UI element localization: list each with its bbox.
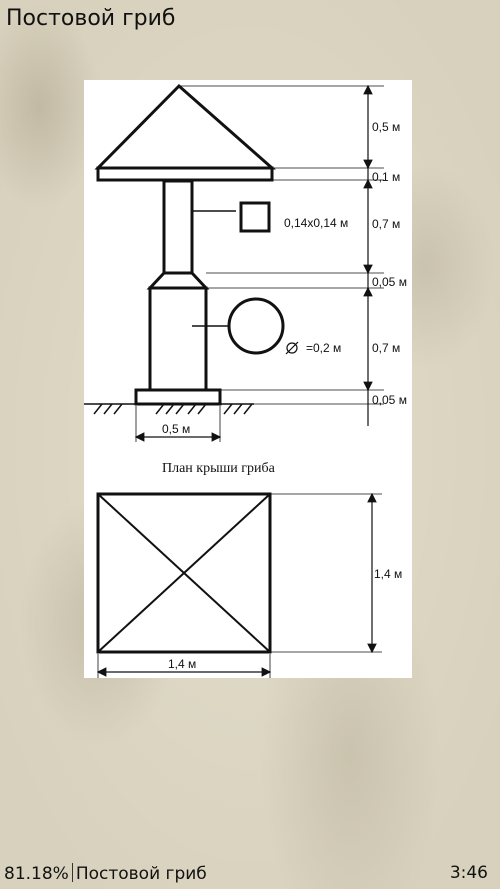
plinth-shape — [136, 390, 220, 404]
progress-percent: 81.18% — [4, 864, 69, 884]
dim-neck-label: 0,05 м — [372, 275, 407, 289]
neck-shape — [150, 273, 206, 288]
plan-height-label: 1,4 м — [374, 567, 403, 581]
dim-base-label: 0,7 м — [372, 341, 401, 355]
divider — [72, 863, 73, 882]
dim-plinth-label: 0,05 м — [372, 393, 407, 407]
ground-hatching — [94, 404, 252, 414]
post-section-label: 0,14х0,14 м — [284, 216, 349, 230]
reading-progress — [4, 863, 207, 884]
base-section-circle — [229, 299, 283, 353]
status-bar — [0, 859, 500, 889]
post-section-square — [241, 203, 269, 231]
roof-shape — [98, 86, 272, 168]
dim-rim-label: 0,1 м — [372, 170, 401, 184]
post-mushroom-drawing — [84, 80, 412, 678]
dim-roof-label: 0,5 м — [372, 120, 401, 134]
plan-caption: План крыши гриба — [162, 461, 275, 476]
roof-rim — [98, 168, 272, 180]
plan-width-label: 1,4 м — [168, 657, 197, 671]
diagram-figure — [84, 80, 412, 678]
base-shape — [150, 288, 206, 390]
clock: 3:46 — [449, 863, 488, 883]
chapter-title: Постовой гриб — [75, 864, 207, 884]
width-bottom-label: 0,5 м — [162, 422, 191, 436]
base-diameter-label: =0,2 м — [306, 341, 342, 355]
page-title: Постовой гриб — [6, 6, 176, 31]
post-shape — [164, 181, 192, 273]
dim-post-label: 0,7 м — [372, 217, 401, 231]
